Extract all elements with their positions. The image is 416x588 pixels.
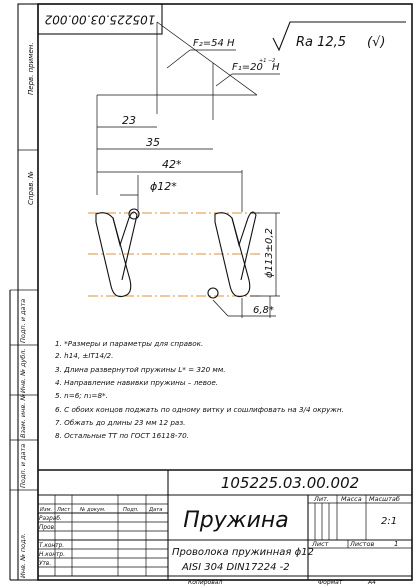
role-tkontr: Т.контр. [39,543,65,549]
dim-outer-diameter: ϕ113±0,2 [264,228,275,278]
top-drawing-number: 105225.03.00.002 [44,12,156,27]
dim-23: 23 [122,114,136,127]
material-line-1: Проволока пружинная ϕ12 [172,547,314,558]
margin-inv-podl: Инв. № подл. [19,533,27,578]
technical-notes [55,339,344,440]
lit-label: Лит. [314,495,329,503]
sheets-value: 1 [394,540,399,548]
role-utv: Утв. [39,561,52,567]
copied-label: Копировал [188,579,223,586]
format-value: А4 [368,579,376,586]
title-drawing-number: 105225.03.00.002 [220,474,360,492]
length-dimensions [97,95,242,212]
role-prov: Пров. [39,525,56,531]
note-1: 1. *Размеры и параметры для справок. [55,339,204,348]
rev-header-podp: Подп. [123,507,139,513]
role-razrab: Разраб. [39,516,62,522]
dim-6-8: 6,8* [253,305,274,316]
force-1-unit: Н [272,62,280,73]
spring-section [88,209,262,298]
role-nkontr: Н.контр. [39,552,65,558]
margin-perv-primen: Перв. примен. [27,42,35,95]
note-5: 5. n=6; n₁=8*. [55,391,108,400]
dim-42: 42* [162,158,182,171]
scale-value: 2:1 [381,516,398,527]
note-7: 7. Обжать до длины 23 мм 12 раз. [55,418,186,427]
material-line-2: AISI 304 DIN17224 -2 [182,562,290,573]
force-1-label: F₁=20 [232,62,263,73]
dim-35: 35 [146,136,160,149]
format-label: Формат [318,579,343,586]
force-2-label: F₂=54 Н [193,38,235,49]
drawing-frame [38,4,412,580]
rev-header-date: Дата [149,507,163,513]
note-6: 6. С обоих концов поджать по одному витку и сошлифовать на 3/4 окружн. [55,405,344,414]
roughness-value: Ra 12,5 [296,35,347,50]
note-2: 2. h14, ±IT14/2. [55,351,114,360]
sheets-label: Листов [350,540,375,548]
margin-sprav: Справ. № [27,170,35,205]
scale-label: Масштаб [369,495,400,503]
roughness-mark: (√) [367,35,386,50]
rev-header-doc: № докум. [80,507,106,513]
title-block [38,470,412,586]
diameter-dimensions [213,213,280,318]
rev-header-list: Лист [57,507,71,513]
dim-wire-diameter: ϕ12* [150,180,177,193]
margin-vzam-inv: Взам. инв. № [19,393,27,438]
margin-inv-dubl: Инв. № дубл. [19,348,27,393]
force-diagram [97,22,280,120]
note-4: 4. Направление навивки пружины – левое. [55,378,219,387]
roughness-symbol [273,22,406,50]
note-8: 8. Остальные ТТ по ГОСТ 16118-70. [55,431,189,440]
margin-podp-data-2: Подп. и дата [19,443,27,488]
rev-header-izm: Изм. [40,507,53,513]
margin-podp-data-1: Подп. и дата [19,298,27,343]
part-name: Пружина [183,508,289,533]
force-1-tol: +1 −2 [259,58,276,64]
sheet-label: Лист [312,540,329,548]
note-3: 3. Длина развернутой пружины L* = 320 мм. [55,365,226,374]
mass-label: Масса [341,495,362,503]
